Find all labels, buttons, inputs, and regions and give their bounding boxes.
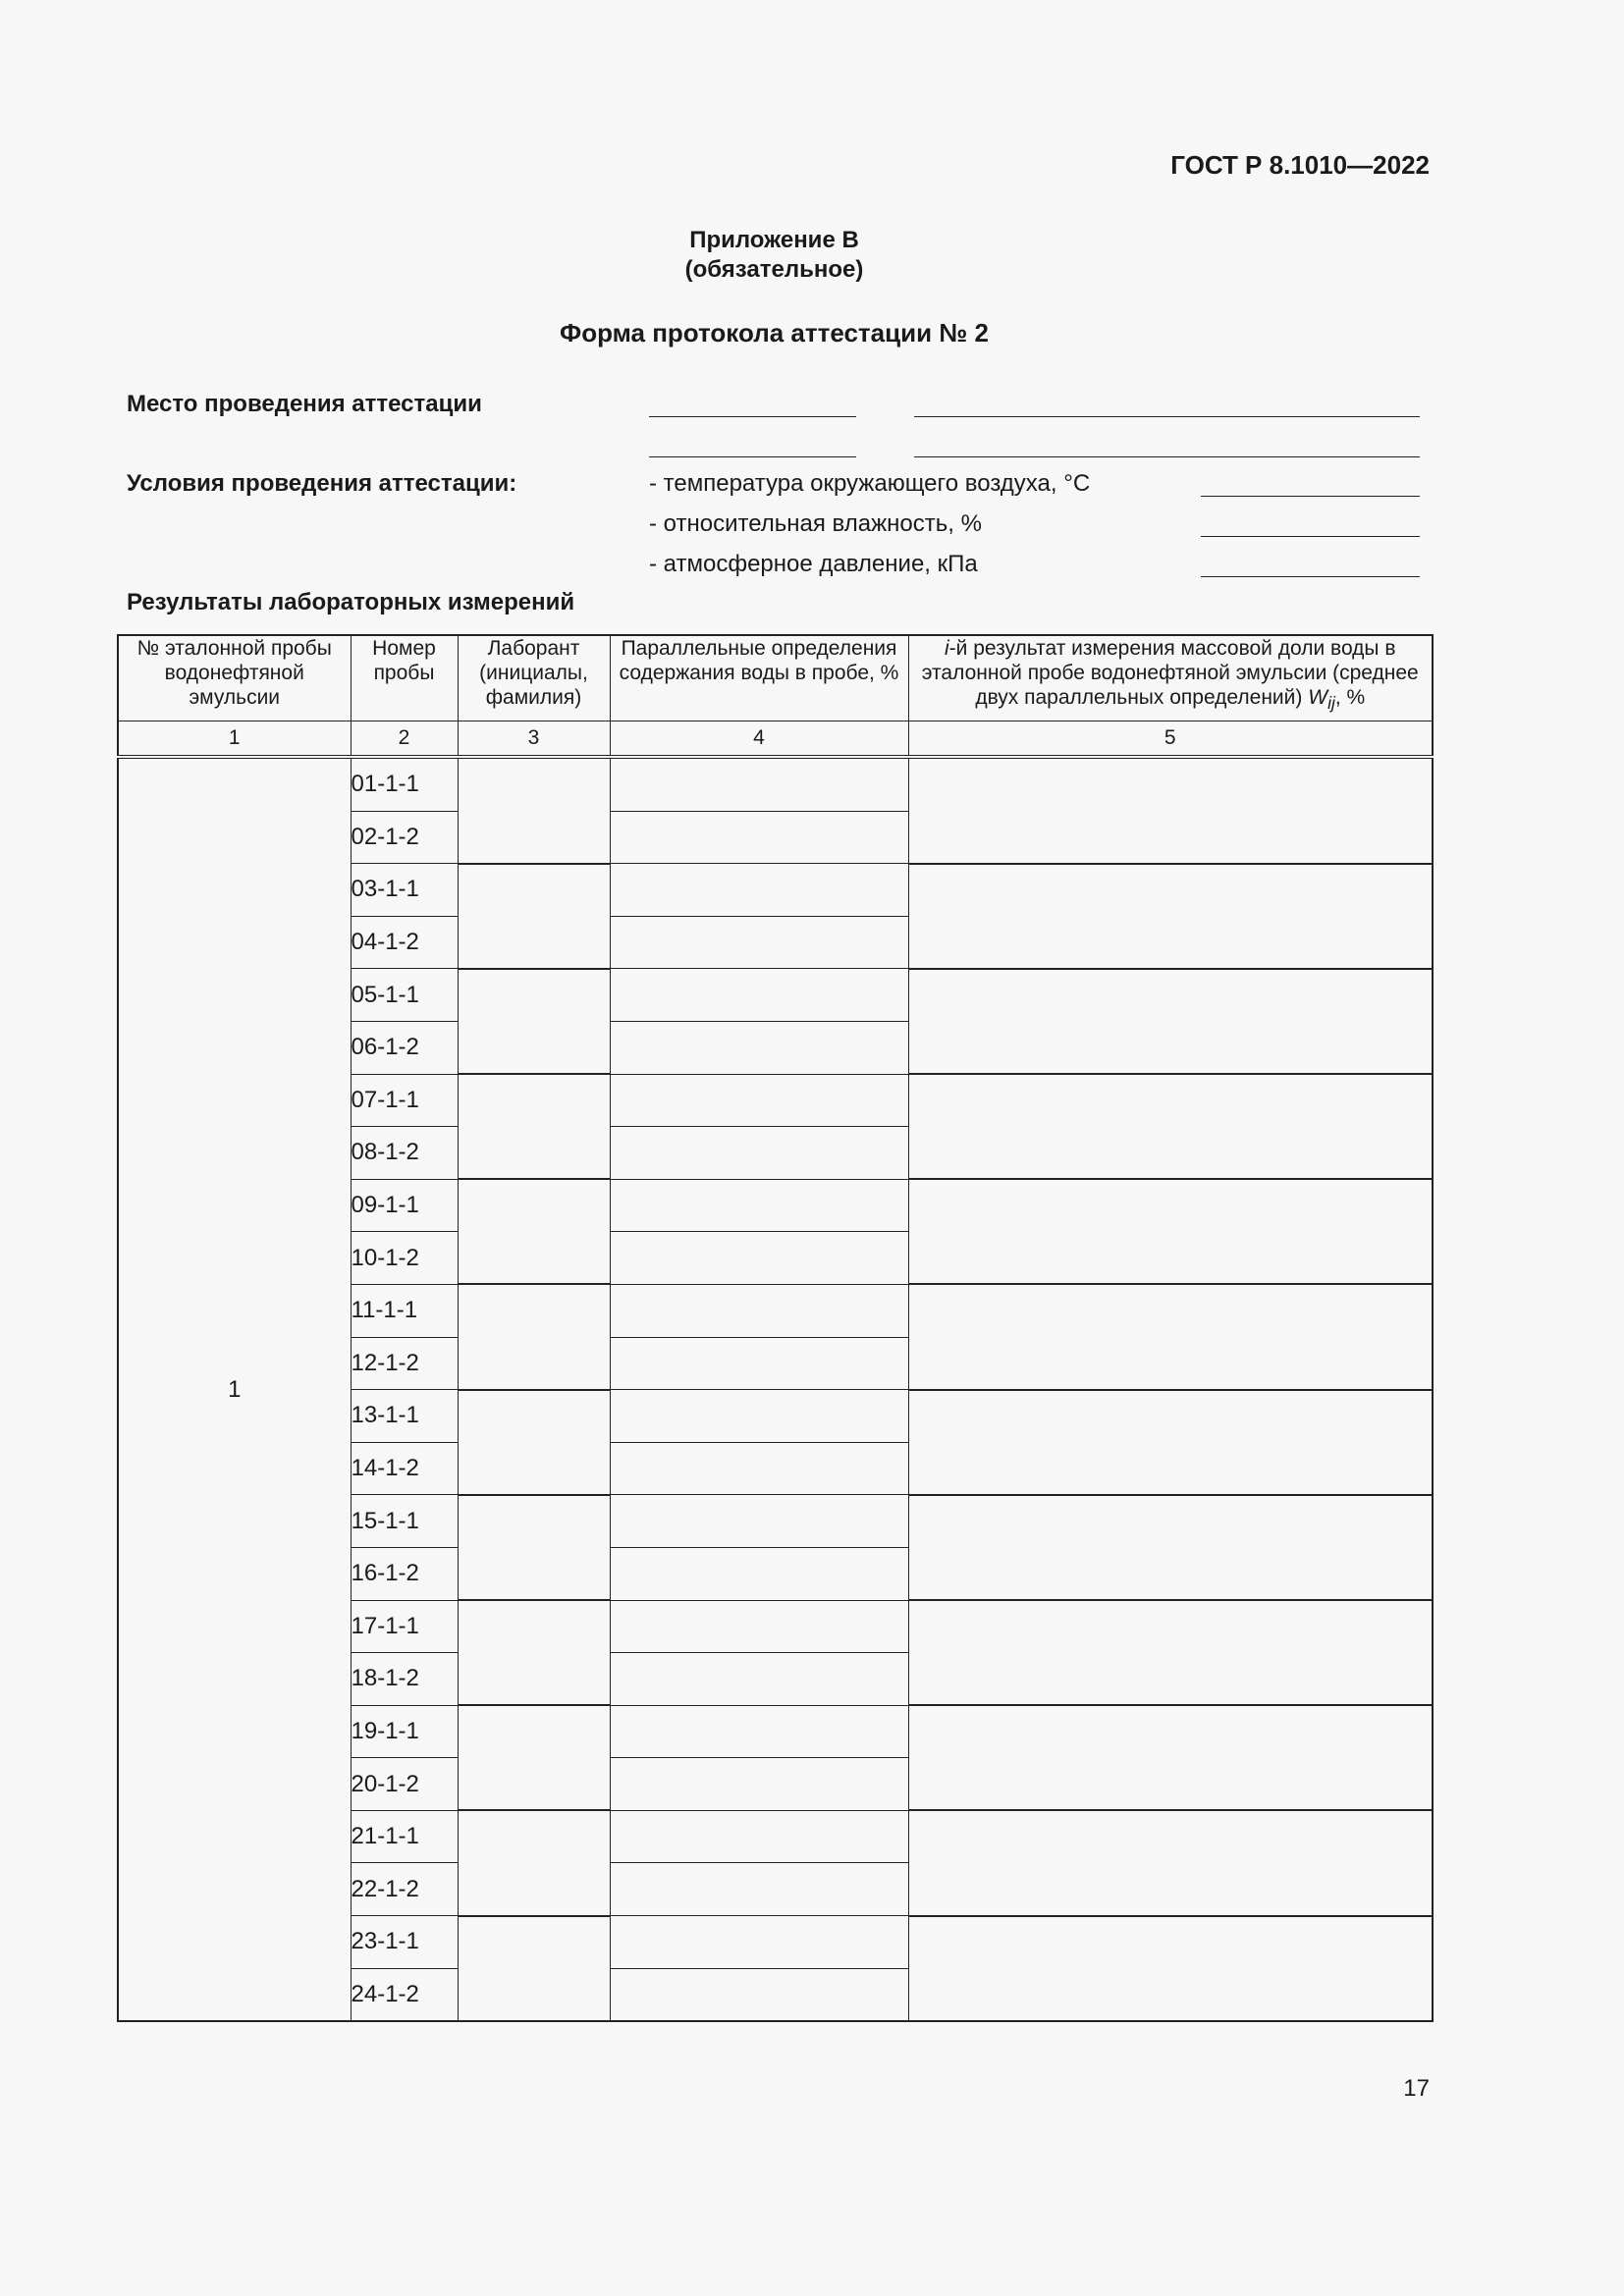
column-number: 5 [908,721,1433,758]
column-number: 2 [351,721,458,758]
header-result-unit: , % [1334,686,1366,709]
parallel-determination-cell[interactable] [610,1284,908,1337]
sample-id: 14-1-2 [351,1442,458,1495]
laborant-cell[interactable] [458,1179,610,1284]
header-result-symbol: W [1308,686,1328,709]
place-blank-4[interactable] [914,456,1420,457]
parallel-determination-cell[interactable] [610,1758,908,1811]
result-cell[interactable] [908,1705,1433,1810]
header-result-subscript: ij [1327,693,1335,714]
sample-id: 18-1-2 [351,1653,458,1706]
sample-id: 02-1-2 [351,811,458,864]
reference-sample-number: 1 [118,757,351,2021]
results-table [117,634,1434,2022]
sample-id: 20-1-2 [351,1758,458,1811]
condition-humidity: - относительная влажность, % [649,510,982,537]
laborant-cell[interactable] [458,864,610,969]
sample-id: 24-1-2 [351,1968,458,2021]
header-reference-sample: № эталонной пробы водонефтяной эмульсии [118,635,351,721]
column-number: 3 [458,721,610,758]
result-cell[interactable] [908,1600,1433,1705]
parallel-determination-cell[interactable] [610,1127,908,1180]
sample-id: 09-1-1 [351,1179,458,1232]
parallel-determination-cell[interactable] [610,1337,908,1390]
place-label: Место проведения аттестации [127,391,482,417]
parallel-determination-cell[interactable] [610,1968,908,2021]
column-number: 4 [610,721,908,758]
condition-pressure: - атмосферное давление, кПа [649,551,978,577]
header-result-text: -й результат измерения массовой доли воды в эталонной пробе водонефтяной эмульсии (среднее двух параллельных определений) [921,637,1419,709]
laborant-cell[interactable] [458,1600,610,1705]
appendix-title: Приложение В [689,227,859,253]
laborant-cell[interactable] [458,969,610,1074]
sample-id: 13-1-1 [351,1390,458,1443]
parallel-determination-cell[interactable] [610,1021,908,1074]
form-title: Форма протокола аттестации № 2 [560,318,989,347]
parallel-determination-cell[interactable] [610,811,908,864]
parallel-determination-cell[interactable] [610,1442,908,1495]
result-cell[interactable] [908,1916,1433,2022]
result-cell[interactable] [908,969,1433,1074]
parallel-determination-cell[interactable] [610,1074,908,1127]
laborant-cell[interactable] [458,1074,610,1179]
place-blank-1[interactable] [649,416,856,417]
result-cell[interactable] [908,757,1433,864]
parallel-determination-cell[interactable] [610,864,908,917]
result-cell[interactable] [908,1179,1433,1284]
laborant-cell[interactable] [458,1916,610,2022]
parallel-determination-cell[interactable] [610,1179,908,1232]
sample-id: 08-1-2 [351,1127,458,1180]
place-blank-2[interactable] [914,416,1420,417]
sample-id: 05-1-1 [351,969,458,1022]
temperature-blank[interactable] [1201,496,1420,497]
sample-id: 03-1-1 [351,864,458,917]
result-cell[interactable] [908,864,1433,969]
parallel-determination-cell[interactable] [610,1863,908,1916]
header-laborant: Лаборант (инициалы, фамилия) [458,635,610,721]
sample-id: 16-1-2 [351,1547,458,1600]
standard-code: ГОСТ Р 8.1010—2022 [1170,150,1430,180]
place-blank-3[interactable] [649,456,856,457]
result-cell[interactable] [908,1810,1433,1915]
sample-id: 12-1-2 [351,1337,458,1390]
appendix-heading [0,226,1548,285]
laborant-cell[interactable] [458,1810,610,1915]
sample-id: 06-1-2 [351,1021,458,1074]
page-number: 17 [1403,2075,1430,2102]
column-number: 1 [118,721,351,758]
sample-id: 11-1-1 [351,1284,458,1337]
table-header-row [118,635,1433,721]
sample-id: 01-1-1 [351,757,458,811]
header-result-index: i [945,637,949,660]
parallel-determination-cell[interactable] [610,1653,908,1706]
sample-id: 15-1-1 [351,1495,458,1548]
parallel-determination-cell[interactable] [610,916,908,969]
laborant-cell[interactable] [458,757,610,864]
result-cell[interactable] [908,1074,1433,1179]
laborant-cell[interactable] [458,1284,610,1389]
result-cell[interactable] [908,1284,1433,1389]
header-parallel-determinations: Параллельные определения содержания воды в пробе, % [610,635,908,721]
header-result [908,635,1433,721]
sample-id: 07-1-1 [351,1074,458,1127]
sample-id: 21-1-1 [351,1810,458,1863]
appendix-status: (обязательное) [684,256,864,283]
laborant-cell[interactable] [458,1705,610,1810]
sample-id: 22-1-2 [351,1863,458,1916]
sample-id: 23-1-1 [351,1916,458,1969]
sample-id: 10-1-2 [351,1232,458,1285]
laborant-cell[interactable] [458,1390,610,1495]
parallel-determination-cell[interactable] [610,1810,908,1863]
parallel-determination-cell[interactable] [610,1705,908,1758]
results-title: Результаты лабораторных измерений [127,589,575,615]
pressure-blank[interactable] [1201,576,1420,577]
result-cell[interactable] [908,1390,1433,1495]
parallel-determination-cell[interactable] [610,757,908,811]
condition-temperature: - температура окружающего воздуха, °С [649,470,1091,497]
sample-id: 17-1-1 [351,1600,458,1653]
parallel-determination-cell[interactable] [610,1600,908,1653]
header-sample-number: Номер пробы [351,635,458,721]
parallel-determination-cell[interactable] [610,969,908,1022]
conditions-label: Условия проведения аттестации: [127,470,517,497]
parallel-determination-cell[interactable] [610,1390,908,1443]
parallel-determination-cell[interactable] [610,1232,908,1285]
parallel-determination-cell[interactable] [610,1547,908,1600]
column-number-row [118,721,1433,758]
parallel-determination-cell[interactable] [610,1916,908,1969]
laborant-cell[interactable] [458,1495,610,1600]
humidity-blank[interactable] [1201,536,1420,537]
parallel-determination-cell[interactable] [610,1495,908,1548]
sample-id: 04-1-2 [351,916,458,969]
sample-id: 19-1-1 [351,1705,458,1758]
result-cell[interactable] [908,1495,1433,1600]
table-row [118,757,1433,811]
